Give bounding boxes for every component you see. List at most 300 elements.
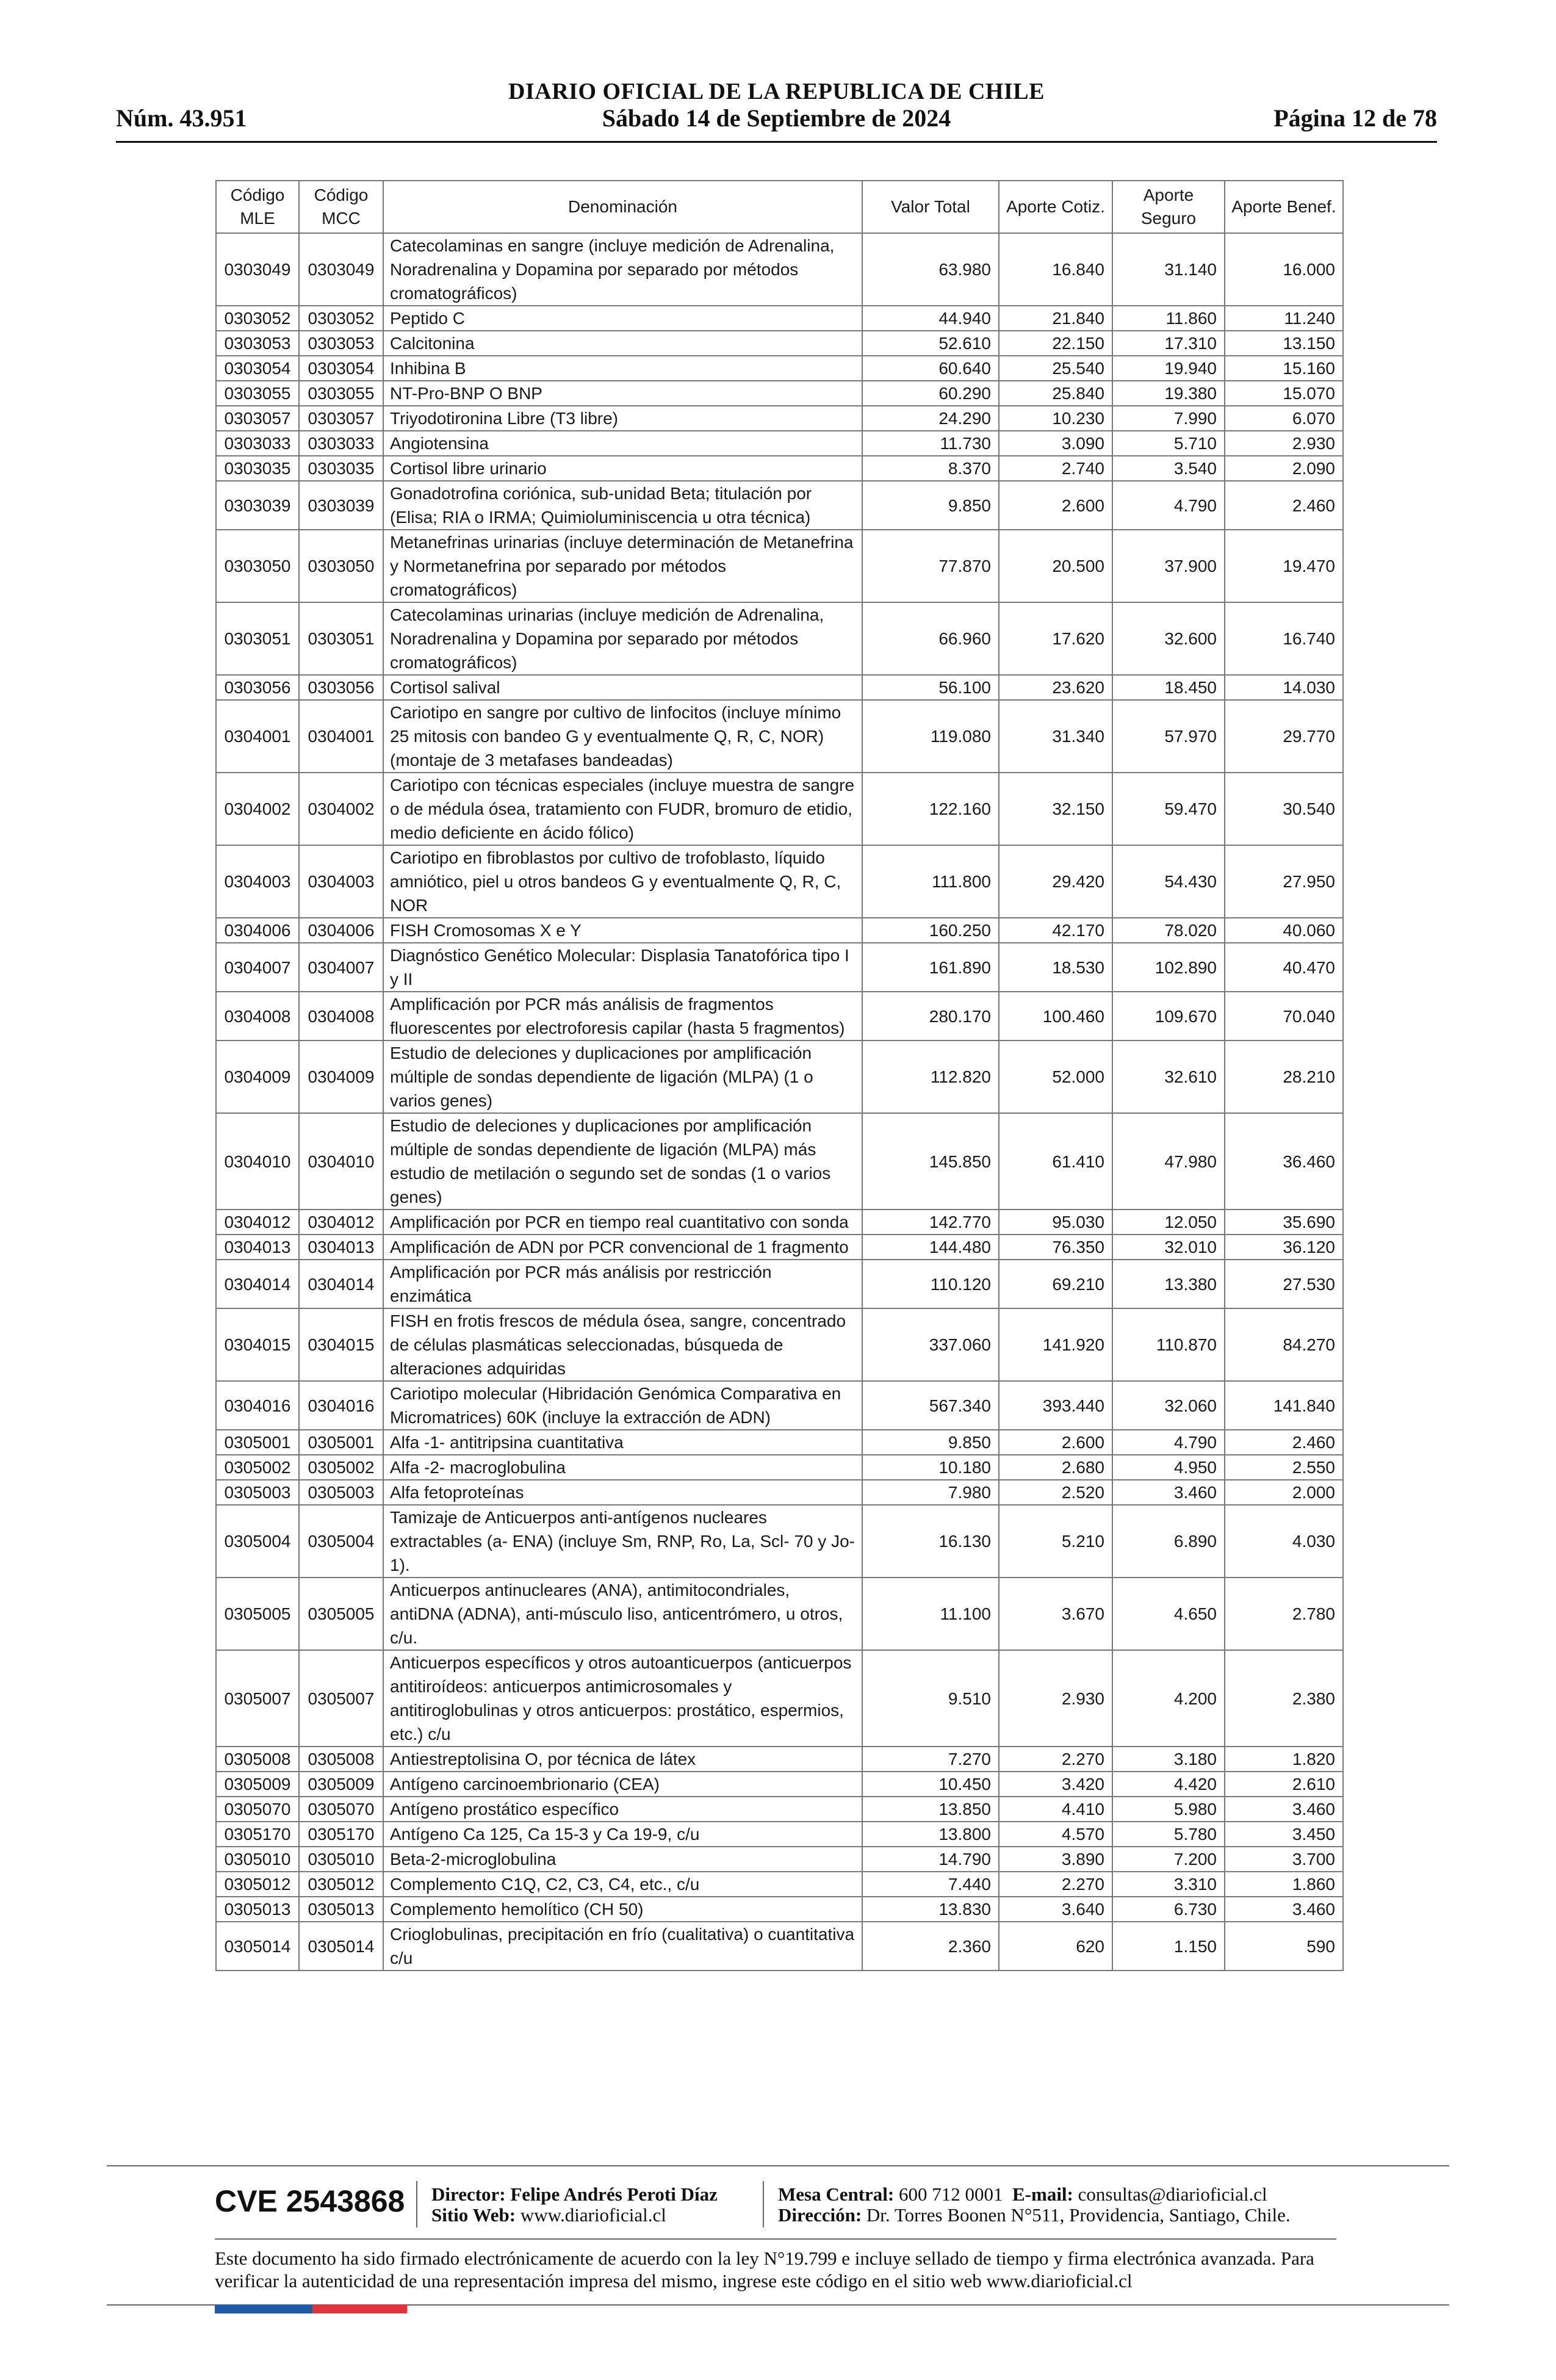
cell-aporte-cotiz: 4.410 [999, 1797, 1112, 1822]
cell-code-mcc: 0305014 [299, 1922, 383, 1971]
cell-aporte-seguro: 4.420 [1112, 1772, 1225, 1797]
cell-code-mle: 0305007 [216, 1650, 299, 1747]
cell-aporte-seguro: 5.710 [1112, 431, 1225, 456]
cell-aporte-seguro: 17.310 [1112, 331, 1225, 356]
cell-code-mcc: 0305002 [299, 1455, 383, 1480]
cell-valor-total: 7.980 [862, 1480, 999, 1505]
cell-code-mcc: 0305010 [299, 1847, 383, 1872]
cell-denominacion: Gonadotrofina coriónica, sub-unidad Beta; titulación por (Elisa; RIA o IRMA; Quimioluminiscencia u otra técnica) [383, 481, 862, 530]
cell-valor-total: 119.080 [862, 700, 999, 773]
footer-separator [416, 2181, 417, 2227]
cell-denominacion: Antiestreptolisina O, por técnica de látex [383, 1747, 862, 1772]
table-row [216, 992, 1343, 1040]
cell-code-mle: 0304012 [216, 1210, 299, 1235]
cell-aporte-seguro: 32.600 [1112, 602, 1225, 675]
cell-aporte-benef: 28.210 [1225, 1040, 1343, 1113]
table-row [216, 1747, 1343, 1772]
cell-code-mcc: 0305070 [299, 1797, 383, 1822]
cell-code-mcc: 0305007 [299, 1650, 383, 1747]
cell-aporte-benef: 35.690 [1225, 1210, 1343, 1235]
cell-aporte-seguro: 13.380 [1112, 1260, 1225, 1308]
cell-aporte-benef: 27.950 [1225, 845, 1343, 918]
cell-code-mcc: 0303056 [299, 675, 383, 700]
cell-aporte-seguro: 4.200 [1112, 1650, 1225, 1747]
cell-aporte-benef: 1.820 [1225, 1747, 1343, 1772]
phone-number: 600 712 0001 [899, 2183, 1003, 2205]
cell-valor-total: 122.160 [862, 773, 999, 845]
cell-aporte-cotiz: 32.150 [999, 773, 1112, 845]
cell-aporte-seguro: 57.970 [1112, 700, 1225, 773]
cell-valor-total: 144.480 [862, 1235, 999, 1260]
cell-aporte-seguro: 37.900 [1112, 530, 1225, 602]
cell-code-mcc: 0304003 [299, 845, 383, 918]
cell-aporte-benef: 19.470 [1225, 530, 1343, 602]
cell-denominacion: Triyodotironina Libre (T3 libre) [383, 406, 862, 431]
cell-aporte-seguro: 4.790 [1112, 481, 1225, 530]
cell-valor-total: 13.850 [862, 1797, 999, 1822]
cell-aporte-cotiz: 31.340 [999, 700, 1112, 773]
cell-aporte-benef: 36.460 [1225, 1113, 1343, 1210]
cell-valor-total: 60.290 [862, 381, 999, 406]
cell-aporte-cotiz: 620 [999, 1922, 1112, 1971]
cell-aporte-seguro: 3.460 [1112, 1480, 1225, 1505]
cell-aporte-cotiz: 95.030 [999, 1210, 1112, 1235]
cell-aporte-seguro: 32.060 [1112, 1381, 1225, 1430]
cell-aporte-seguro: 102.890 [1112, 943, 1225, 992]
table-row [216, 773, 1343, 845]
cell-aporte-benef: 1.860 [1225, 1872, 1343, 1897]
cell-denominacion: Catecolaminas en sangre (incluye medición de Adrenalina, Noradrenalina y Dopamina por separado por métodos cromatográficos) [383, 233, 862, 306]
cell-denominacion: Diagnóstico Genético Molecular: Displasia Tanatofórica tipo I y II [383, 943, 862, 992]
cell-valor-total: 280.170 [862, 992, 999, 1040]
fee-table [215, 180, 1344, 1971]
cell-valor-total: 60.640 [862, 356, 999, 381]
table-row [216, 1872, 1343, 1897]
cell-denominacion: Amplificación por PCR en tiempo real cuantitativo con sonda [383, 1210, 862, 1235]
cell-aporte-benef: 14.030 [1225, 675, 1343, 700]
cell-code-mle: 0303033 [216, 431, 299, 456]
cell-aporte-benef: 40.470 [1225, 943, 1343, 992]
cell-aporte-cotiz: 21.840 [999, 306, 1112, 331]
cell-code-mcc: 0304001 [299, 700, 383, 773]
cell-valor-total: 24.290 [862, 406, 999, 431]
cell-code-mcc: 0305003 [299, 1480, 383, 1505]
table-row [216, 1308, 1343, 1381]
cell-code-mcc: 0303052 [299, 306, 383, 331]
cell-code-mle: 0304009 [216, 1040, 299, 1113]
cell-valor-total: 13.830 [862, 1897, 999, 1922]
cell-valor-total: 52.610 [862, 331, 999, 356]
table-row [216, 306, 1343, 331]
column-header-aporte-cotiz: Aporte Cotiz. [999, 181, 1112, 233]
cell-aporte-seguro: 4.790 [1112, 1430, 1225, 1455]
cell-aporte-benef: 141.840 [1225, 1381, 1343, 1430]
table-row [216, 1897, 1343, 1922]
cell-code-mle: 0304008 [216, 992, 299, 1040]
footer-separator [763, 2181, 764, 2227]
newspaper-title: DIARIO OFICIAL DE LA REPUBLICA DE CHILE [508, 79, 1045, 104]
cell-code-mle: 0305001 [216, 1430, 299, 1455]
cell-valor-total: 9.850 [862, 1430, 999, 1455]
cell-denominacion: Calcitonina [383, 331, 862, 356]
cell-aporte-seguro: 12.050 [1112, 1210, 1225, 1235]
cell-aporte-cotiz: 25.540 [999, 356, 1112, 381]
cell-code-mle: 0303035 [216, 456, 299, 481]
cell-code-mcc: 0304014 [299, 1260, 383, 1308]
cell-code-mcc: 0303033 [299, 431, 383, 456]
table-row [216, 602, 1343, 675]
cell-denominacion: Complemento C1Q, C2, C3, C4, etc., c/u [383, 1872, 862, 1897]
cell-aporte-seguro: 19.940 [1112, 356, 1225, 381]
table-row [216, 918, 1343, 943]
cell-aporte-benef: 15.070 [1225, 381, 1343, 406]
cell-code-mcc: 0305170 [299, 1822, 383, 1847]
cell-code-mcc: 0303050 [299, 530, 383, 602]
cell-aporte-cotiz: 3.640 [999, 1897, 1112, 1922]
cell-code-mcc: 0303057 [299, 406, 383, 431]
cell-aporte-cotiz: 22.150 [999, 331, 1112, 356]
cell-code-mle: 0303056 [216, 675, 299, 700]
cell-code-mle: 0305002 [216, 1455, 299, 1480]
cell-aporte-seguro: 11.860 [1112, 306, 1225, 331]
cell-aporte-benef: 3.460 [1225, 1897, 1343, 1922]
cell-aporte-benef: 40.060 [1225, 918, 1343, 943]
cell-aporte-cotiz: 141.920 [999, 1308, 1112, 1381]
cell-denominacion: Amplificación por PCR más análisis por restricción enzimática [383, 1260, 862, 1308]
cell-aporte-seguro: 32.010 [1112, 1235, 1225, 1260]
table-row [216, 431, 1343, 456]
cell-code-mle: 0303049 [216, 233, 299, 306]
cell-valor-total: 44.940 [862, 306, 999, 331]
cell-aporte-seguro: 7.200 [1112, 1847, 1225, 1872]
cell-aporte-seguro: 110.870 [1112, 1308, 1225, 1381]
cell-aporte-seguro: 5.780 [1112, 1822, 1225, 1847]
cell-denominacion: NT-Pro-BNP O BNP [383, 381, 862, 406]
cell-code-mle: 0303055 [216, 381, 299, 406]
cell-valor-total: 10.180 [862, 1455, 999, 1480]
cell-code-mle: 0305070 [216, 1797, 299, 1822]
cell-denominacion: Anticuerpos específicos y otros autoanticuerpos (anticuerpos antitiroídeos: anticuerpos antimicrosomales y antitiroglobulinas y otros anticuerpos: prostático, espermios, etc.) c/u [383, 1650, 862, 1747]
cell-code-mle: 0304014 [216, 1260, 299, 1308]
cell-aporte-cotiz: 17.620 [999, 602, 1112, 675]
cell-aporte-seguro: 18.450 [1112, 675, 1225, 700]
cell-denominacion: Alfa -1- antitripsina cuantitativa [383, 1430, 862, 1455]
cell-code-mle: 0305004 [216, 1505, 299, 1578]
email-link[interactable]: consultas@diarioficial.cl [1078, 2183, 1267, 2205]
cell-code-mle: 0304010 [216, 1113, 299, 1210]
table-row [216, 1113, 1343, 1210]
cell-aporte-benef: 3.460 [1225, 1797, 1343, 1822]
table-row [216, 381, 1343, 406]
cell-aporte-seguro: 54.430 [1112, 845, 1225, 918]
cell-code-mcc: 0305005 [299, 1578, 383, 1650]
table-row [216, 233, 1343, 306]
page-number: Página 12 de 78 [1273, 104, 1437, 132]
cell-code-mle: 0303051 [216, 602, 299, 675]
cell-code-mle: 0304003 [216, 845, 299, 918]
contact-line: Mesa Central: 600 712 0001 E-mail: consultas@diarioficial.cl [778, 2183, 1267, 2205]
cell-aporte-cotiz: 2.520 [999, 1480, 1112, 1505]
cell-aporte-seguro: 3.310 [1112, 1872, 1225, 1897]
cell-code-mle: 0305010 [216, 1847, 299, 1872]
table-row [216, 1235, 1343, 1260]
cell-code-mle: 0304013 [216, 1235, 299, 1260]
cell-code-mcc: 0304010 [299, 1113, 383, 1210]
cell-aporte-seguro: 109.670 [1112, 992, 1225, 1040]
cell-aporte-benef: 4.030 [1225, 1505, 1343, 1578]
issue-date: Sábado 14 de Septiembre de 2024 [602, 104, 951, 132]
table-header-row [216, 181, 1343, 233]
cell-aporte-benef: 2.380 [1225, 1650, 1343, 1747]
cell-code-mcc: 0305008 [299, 1747, 383, 1772]
cell-denominacion: Cariotipo con técnicas especiales (incluye muestra de sangre o de médula ósea, tratamiento con FUDR, bromuro de etidio, medio deficiente en ácido fólico) [383, 773, 862, 845]
table-row [216, 700, 1343, 773]
cell-valor-total: 567.340 [862, 1381, 999, 1430]
cell-aporte-benef: 36.120 [1225, 1235, 1343, 1260]
cell-code-mle: 0304007 [216, 943, 299, 992]
cell-aporte-seguro: 31.140 [1112, 233, 1225, 306]
cell-code-mcc: 0304008 [299, 992, 383, 1040]
cell-code-mle: 0305008 [216, 1747, 299, 1772]
column-header-mcc: Código MCC [299, 181, 383, 233]
cell-code-mle: 0305013 [216, 1897, 299, 1922]
column-header-valor-total: Valor Total [862, 181, 999, 233]
cell-aporte-seguro: 59.470 [1112, 773, 1225, 845]
cell-denominacion: Cortisol salival [383, 675, 862, 700]
cell-valor-total: 145.850 [862, 1113, 999, 1210]
table-row [216, 481, 1343, 530]
cell-code-mle: 0304001 [216, 700, 299, 773]
cell-code-mcc: 0304016 [299, 1381, 383, 1430]
cell-aporte-cotiz: 5.210 [999, 1505, 1112, 1578]
cell-aporte-cotiz: 2.270 [999, 1872, 1112, 1897]
cell-code-mle: 0303050 [216, 530, 299, 602]
cell-aporte-benef: 27.530 [1225, 1260, 1343, 1308]
cell-valor-total: 77.870 [862, 530, 999, 602]
cell-denominacion: Amplificación de ADN por PCR convencional de 1 fragmento [383, 1235, 862, 1260]
table-row [216, 406, 1343, 431]
cell-code-mcc: 0304012 [299, 1210, 383, 1235]
cell-denominacion: Estudio de deleciones y duplicaciones por amplificación múltiple de sondas dependiente de ligación (MLPA) (1 o varios genes) [383, 1040, 862, 1113]
cell-valor-total: 142.770 [862, 1210, 999, 1235]
cell-aporte-cotiz: 10.230 [999, 406, 1112, 431]
footer-divider-mid [215, 2238, 1336, 2240]
cell-aporte-benef: 3.700 [1225, 1847, 1343, 1872]
cell-aporte-benef: 16.000 [1225, 233, 1343, 306]
table-row [216, 1040, 1343, 1113]
cell-valor-total: 111.800 [862, 845, 999, 918]
cell-code-mcc: 0304002 [299, 773, 383, 845]
cell-code-mle: 0304006 [216, 918, 299, 943]
cell-valor-total: 160.250 [862, 918, 999, 943]
cell-valor-total: 8.370 [862, 456, 999, 481]
cell-aporte-cotiz: 20.500 [999, 530, 1112, 602]
cell-aporte-cotiz: 69.210 [999, 1260, 1112, 1308]
column-header-aporte-seguro: Aporte Seguro [1112, 181, 1225, 233]
cell-aporte-benef: 11.240 [1225, 306, 1343, 331]
table-row [216, 1847, 1343, 1872]
table-row [216, 1578, 1343, 1650]
cell-aporte-cotiz: 29.420 [999, 845, 1112, 918]
cell-aporte-cotiz: 3.420 [999, 1772, 1112, 1797]
cell-denominacion: Metanefrinas urinarias (incluye determinación de Metanefrina y Normetanefrina por separado por métodos cromatográficos) [383, 530, 862, 602]
cell-valor-total: 13.800 [862, 1822, 999, 1847]
table-row [216, 1797, 1343, 1822]
cell-code-mle: 0303039 [216, 481, 299, 530]
cell-code-mcc: 0303053 [299, 331, 383, 356]
cell-code-mcc: 0303039 [299, 481, 383, 530]
cell-code-mcc: 0303035 [299, 456, 383, 481]
cell-code-mcc: 0305009 [299, 1772, 383, 1797]
flag-stripe-blue [215, 2305, 312, 2313]
cell-valor-total: 10.450 [862, 1772, 999, 1797]
issue-number: Núm. 43.951 [116, 104, 247, 132]
cell-code-mcc: 0303051 [299, 602, 383, 675]
table-row [216, 1480, 1343, 1505]
website-line: Sitio Web: www.diarioficial.cl [431, 2204, 666, 2226]
cell-aporte-cotiz: 2.600 [999, 1430, 1112, 1455]
cell-aporte-benef: 2.610 [1225, 1772, 1343, 1797]
cell-denominacion: Complemento hemolítico (CH 50) [383, 1897, 862, 1922]
cell-code-mcc: 0303055 [299, 381, 383, 406]
cell-denominacion: Catecolaminas urinarias (incluye medición de Adrenalina, Noradrenalina y Dopamina por separado por métodos cromatográficos) [383, 602, 862, 675]
director-line: Director: Felipe Andrés Peroti Díaz [431, 2183, 718, 2205]
cell-code-mcc: 0305001 [299, 1430, 383, 1455]
cell-code-mle: 0303054 [216, 356, 299, 381]
cell-denominacion: Amplificación por PCR más análisis de fragmentos fluorescentes por electroforesis capilar (hasta 5 fragmentos) [383, 992, 862, 1040]
cell-aporte-benef: 590 [1225, 1922, 1343, 1971]
table-row [216, 1260, 1343, 1308]
cell-code-mle: 0303052 [216, 306, 299, 331]
table-row [216, 943, 1343, 992]
cell-aporte-seguro: 4.650 [1112, 1578, 1225, 1650]
flag-stripe-red [312, 2305, 407, 2313]
cell-code-mle: 0305009 [216, 1772, 299, 1797]
cell-code-mle: 0303053 [216, 331, 299, 356]
table-row [216, 1381, 1343, 1430]
cell-valor-total: 11.730 [862, 431, 999, 456]
cell-valor-total: 161.890 [862, 943, 999, 992]
table-row [216, 1772, 1343, 1797]
cell-aporte-cotiz: 52.000 [999, 1040, 1112, 1113]
cell-code-mcc: 0304015 [299, 1308, 383, 1381]
cell-valor-total: 56.100 [862, 675, 999, 700]
cell-code-mle: 0304016 [216, 1381, 299, 1430]
cell-valor-total: 14.790 [862, 1847, 999, 1872]
cell-denominacion: Cariotipo en sangre por cultivo de linfocitos (incluye mínimo 25 mitosis con bandeo G y eventualmente Q, R, C, NOR) (montaje de 3 metafases bandeadas) [383, 700, 862, 773]
cell-aporte-seguro: 19.380 [1112, 381, 1225, 406]
cell-denominacion: Antígeno carcinoembrionario (CEA) [383, 1772, 862, 1797]
cell-aporte-seguro: 32.610 [1112, 1040, 1225, 1113]
cell-code-mle: 0305014 [216, 1922, 299, 1971]
cell-aporte-benef: 2.000 [1225, 1480, 1343, 1505]
cell-valor-total: 11.100 [862, 1578, 999, 1650]
cell-aporte-benef: 2.780 [1225, 1578, 1343, 1650]
cell-aporte-benef: 2.460 [1225, 481, 1343, 530]
cell-denominacion: FISH Cromosomas X e Y [383, 918, 862, 943]
cell-code-mcc: 0303054 [299, 356, 383, 381]
cell-aporte-cotiz: 23.620 [999, 675, 1112, 700]
cell-valor-total: 9.510 [862, 1650, 999, 1747]
cell-valor-total: 337.060 [862, 1308, 999, 1381]
cell-aporte-benef: 2.550 [1225, 1455, 1343, 1480]
cell-valor-total: 2.360 [862, 1922, 999, 1971]
website-link[interactable]: www.diarioficial.cl [520, 2204, 666, 2226]
cell-code-mle: 0305003 [216, 1480, 299, 1505]
cell-code-mcc: 0305013 [299, 1897, 383, 1922]
table-row [216, 1922, 1343, 1971]
cell-code-mcc: 0305012 [299, 1872, 383, 1897]
cell-aporte-cotiz: 3.670 [999, 1578, 1112, 1650]
table-row [216, 331, 1343, 356]
cell-aporte-seguro: 5.980 [1112, 1797, 1225, 1822]
cell-denominacion: Inhibina B [383, 356, 862, 381]
cell-aporte-benef: 13.150 [1225, 331, 1343, 356]
cell-aporte-seguro: 6.730 [1112, 1897, 1225, 1922]
cell-denominacion: Cortisol libre urinario [383, 456, 862, 481]
cell-aporte-cotiz: 4.570 [999, 1822, 1112, 1847]
cell-aporte-seguro: 7.990 [1112, 406, 1225, 431]
cell-denominacion: Peptido C [383, 306, 862, 331]
table-row [216, 675, 1343, 700]
cell-aporte-cotiz: 76.350 [999, 1235, 1112, 1260]
cell-denominacion: Tamizaje de Anticuerpos anti-antígenos nucleares extractables (a- ENA) (incluye Sm, RNP, Ro, La, Scl- 70 y Jo- 1). [383, 1505, 862, 1578]
cell-valor-total: 63.980 [862, 233, 999, 306]
cell-aporte-cotiz: 2.740 [999, 456, 1112, 481]
cell-aporte-benef: 30.540 [1225, 773, 1343, 845]
director-name: Felipe Andrés Peroti Díaz [510, 2183, 718, 2205]
cell-aporte-cotiz: 2.270 [999, 1747, 1112, 1772]
cell-aporte-cotiz: 61.410 [999, 1113, 1112, 1210]
cell-denominacion: Antígeno Ca 125, Ca 15-3 y Ca 19-9, c/u [383, 1822, 862, 1847]
cell-valor-total: 110.120 [862, 1260, 999, 1308]
column-header-denominacion: Denominación [383, 181, 862, 233]
table-row [216, 1430, 1343, 1455]
footer-divider-top [107, 2165, 1449, 2166]
table-row [216, 456, 1343, 481]
cell-code-mle: 0304015 [216, 1308, 299, 1381]
cell-aporte-cotiz: 3.890 [999, 1847, 1112, 1872]
cell-code-mcc: 0304013 [299, 1235, 383, 1260]
address-value: Dr. Torres Boonen N°511, Providencia, Santiago, Chile. [866, 2204, 1291, 2226]
cell-valor-total: 66.960 [862, 602, 999, 675]
cell-aporte-benef: 2.460 [1225, 1430, 1343, 1455]
cell-denominacion: Alfa -2- macroglobulina [383, 1455, 862, 1480]
cve-code: CVE 2543868 [215, 2184, 405, 2218]
cell-denominacion: Antígeno prostático específico [383, 1797, 862, 1822]
table-row [216, 1650, 1343, 1747]
header-divider [116, 141, 1437, 143]
cell-code-mle: 0305005 [216, 1578, 299, 1650]
cell-code-mle: 0305170 [216, 1822, 299, 1847]
cell-code-mle: 0304002 [216, 773, 299, 845]
cell-valor-total: 7.270 [862, 1747, 999, 1772]
cell-valor-total: 9.850 [862, 481, 999, 530]
cell-aporte-seguro: 47.980 [1112, 1113, 1225, 1210]
cell-valor-total: 7.440 [862, 1872, 999, 1897]
cell-aporte-cotiz: 3.090 [999, 431, 1112, 456]
cell-code-mcc: 0305004 [299, 1505, 383, 1578]
cell-denominacion: Alfa fetoproteínas [383, 1480, 862, 1505]
cell-aporte-cotiz: 2.930 [999, 1650, 1112, 1747]
cell-aporte-benef: 15.160 [1225, 356, 1343, 381]
cell-code-mle: 0303057 [216, 406, 299, 431]
address-line: Dirección: Dr. Torres Boonen N°511, Providencia, Santiago, Chile. [778, 2204, 1291, 2226]
cell-code-mle: 0305012 [216, 1872, 299, 1897]
table-row [216, 845, 1343, 918]
cell-aporte-benef: 16.740 [1225, 602, 1343, 675]
table-row [216, 530, 1343, 602]
